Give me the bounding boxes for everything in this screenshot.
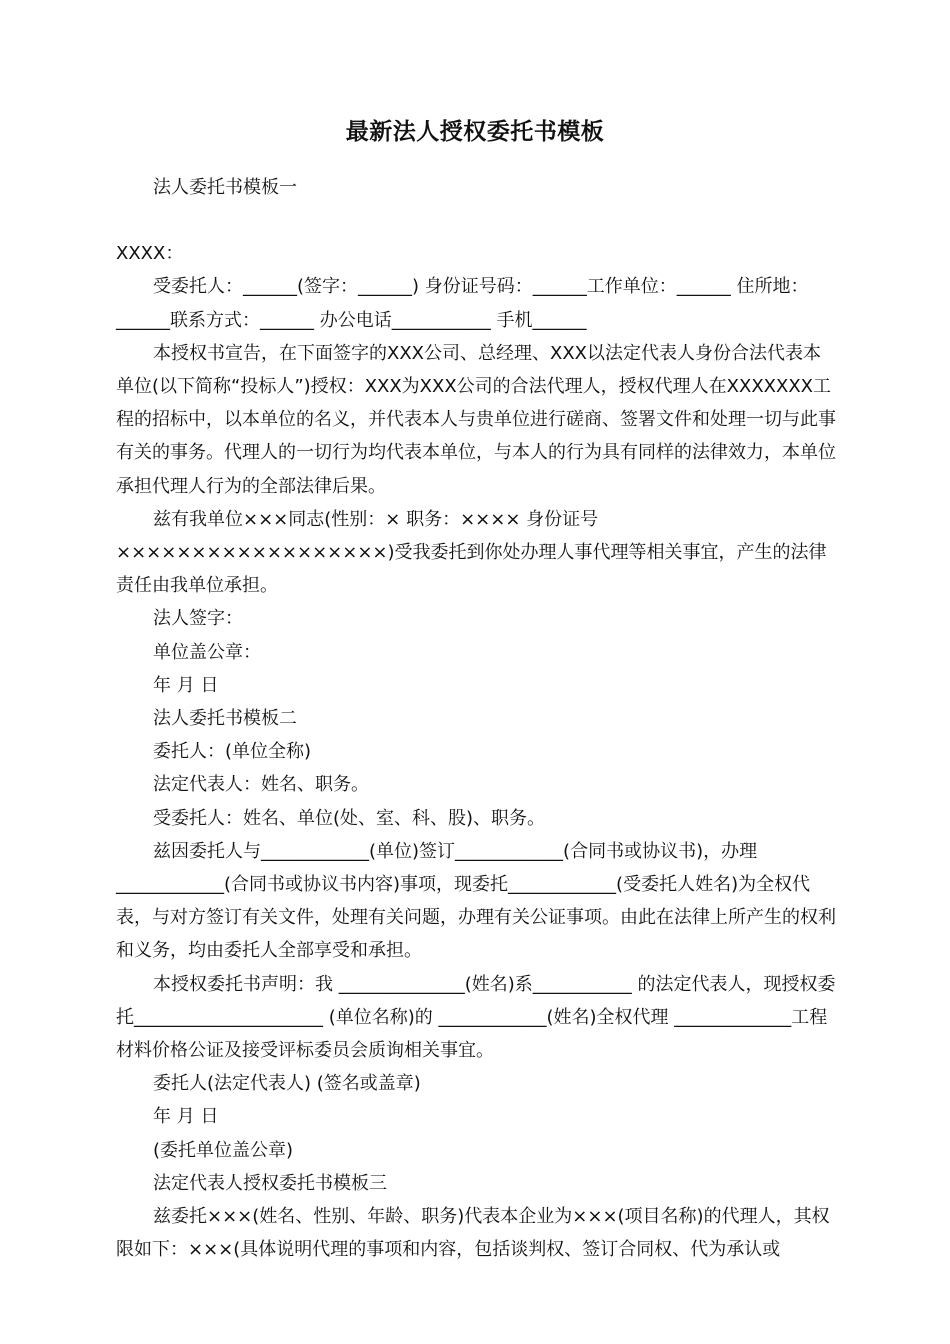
delegation-paragraph: 兹有我单位×××同志(性别：× 职务：×××× 身份证号××××××××××××××××××)受我委托到你处办理人事代理等相关事宜，产生的法律责任由我单位承担。 (116, 508, 827, 597)
entrust-scope-paragraph: 兹委托×××(姓名、性别、年龄、职务)代表本企业为×××(项目名称)的代理人，其权限如下：×××(具体说明代理的事项和内容，包括谈判权、签订合同权、代为承认或 (116, 1206, 830, 1261)
addressee-line: XXXX： (116, 243, 184, 265)
principal-signature-line: 委托人(法定代表人) (签名或盖章) (153, 1073, 421, 1095)
section-heading-template-2: 法人委托书模板二 (153, 708, 297, 730)
contract-entrust-paragraph: 兹因委托人与____________(单位)签订____________(合同书或协议书)，办理____________(合同书或协议书内容)事项，现委托____________(受委托人姓名)为全权代表，与对方签订有关文件，处理有关问题，办理有关公证事项。由此在法律上所产生的权利和义务，均由委托人全部享受和承担。 (116, 840, 836, 962)
date-line-2: 年 月 日 (153, 1106, 219, 1128)
document-title: 最新法人授权委托书模板 (345, 119, 605, 145)
legal-representative-line: 法定代表人：姓名、职务。 (153, 774, 369, 796)
agent-info-paragraph: 受委托人：______(签字：______) 身份证号码：______工作单位：______ 住所地：______联系方式：______ 办公电话___________ 手机______ (116, 276, 809, 331)
authorization-statement-paragraph: 本授权委托书声明：我 ______________(姓名)系___________ 的法定代表人，现授权委托_____________________ (单位名称)的 ____________(姓名)全权代理 _____________工程材料价格公证及接受评标委员会质询相关事宜。 (116, 973, 836, 1062)
authorization-declaration-paragraph: 本授权书宣告，在下面签字的XXX公司、总经理、XXX以法定代表人身份合法代表本单位(以下简称“投标人”)授权：XXX为XXX公司的合法代理人，授权代理人在XXXXXXX工程的招标中，以本单位的名义，并代表本人与贵单位进行磋商、签署文件和处理一切与此事有关的事务。代理人的一切行为均代表本单位，与本人的行为具有同样的法律效力，本单位承担代理人行为的全部法律后果。 (116, 342, 836, 497)
document-body (116, 171, 836, 1267)
section-heading-template-1: 法人委托书模板一 (153, 177, 297, 198)
section-heading-template-3: 法定代表人授权委托书模板三 (153, 1172, 387, 1194)
legal-person-signature-line: 法人签字： (153, 608, 243, 630)
agent-line: 受委托人：姓名、单位(处、室、科、股)、职务。 (153, 807, 546, 829)
company-seal-line: 单位盖公章： (153, 641, 261, 663)
entrusting-unit-seal-line: (委托单位盖公章) (153, 1139, 294, 1161)
date-line: 年 月 日 (153, 674, 219, 696)
principal-line: 委托人：(单位全称) (153, 741, 312, 763)
